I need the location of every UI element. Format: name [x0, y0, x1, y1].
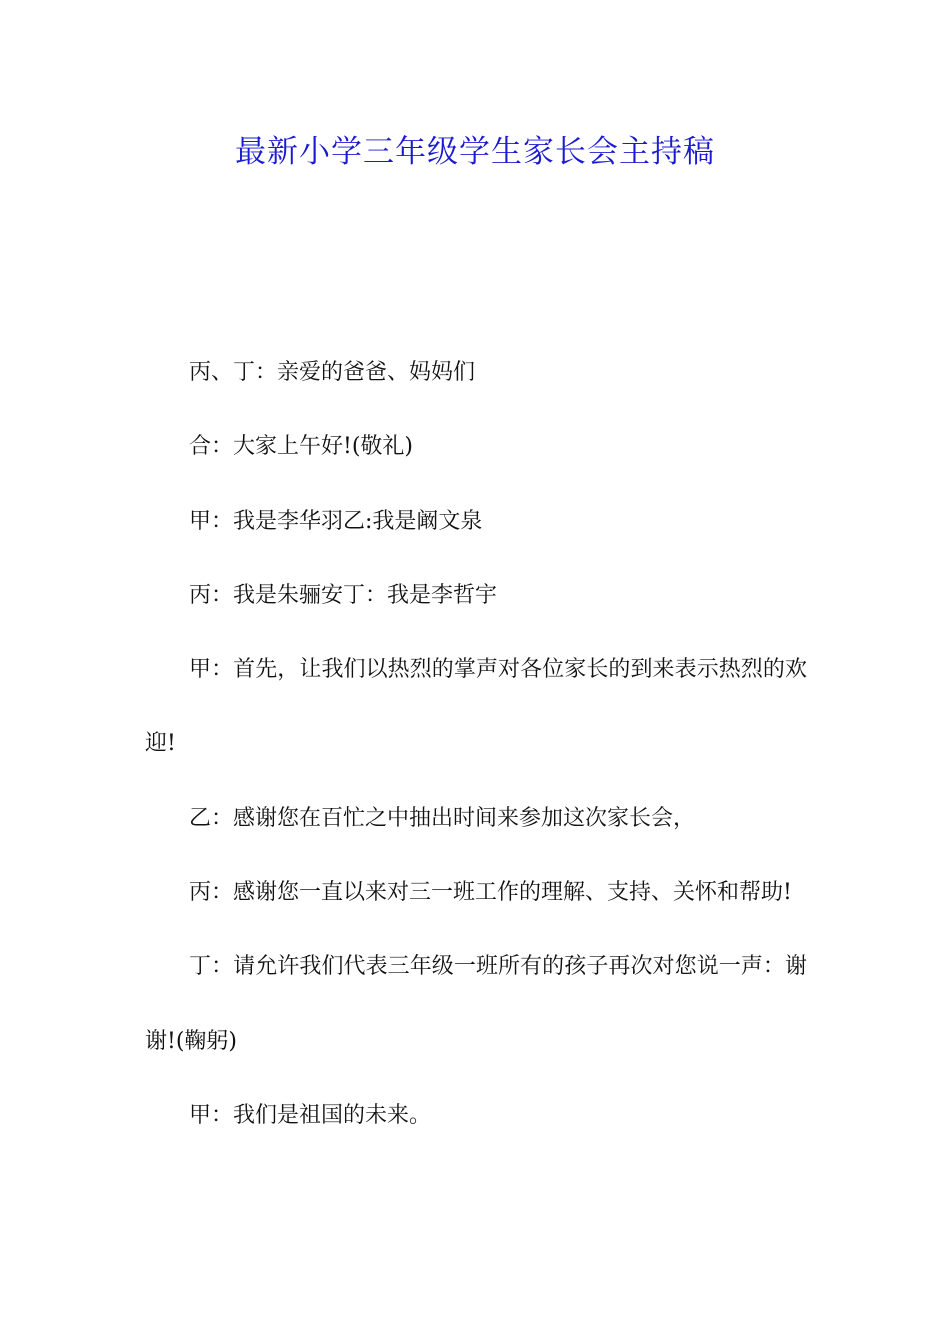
- document-body: [145, 336, 807, 1153]
- paragraph: 甲：我是李华羽乙:我是阚文泉: [189, 508, 483, 534]
- paragraph: 甲：首先，让我们以热烈的掌声对各位家长的到来表示热烈的欢迎!: [145, 657, 807, 757]
- paragraph: 乙：感谢您在百忙之中抽出时间来参加这次家长会，: [189, 805, 696, 831]
- document-title: 最新小学三年级学生家长会主持稿: [235, 134, 715, 170]
- paragraph: 合：大家上午好!(敬礼): [189, 434, 414, 460]
- paragraph: 丁：请允许我们代表三年级一班所有的孩子再次对您说一声：谢谢!(鞠躬): [145, 954, 807, 1054]
- paragraph: 甲：我们是祖国的未来。: [189, 1102, 432, 1128]
- paragraph: 丙：感谢您一直以来对三一班工作的理解、支持、关怀和帮助!: [189, 880, 792, 906]
- paragraph: 丙、丁：亲爱的爸爸、妈妈们: [189, 360, 476, 385]
- paragraph: 丙：我是朱骊安丁：我是李哲宇: [189, 582, 498, 608]
